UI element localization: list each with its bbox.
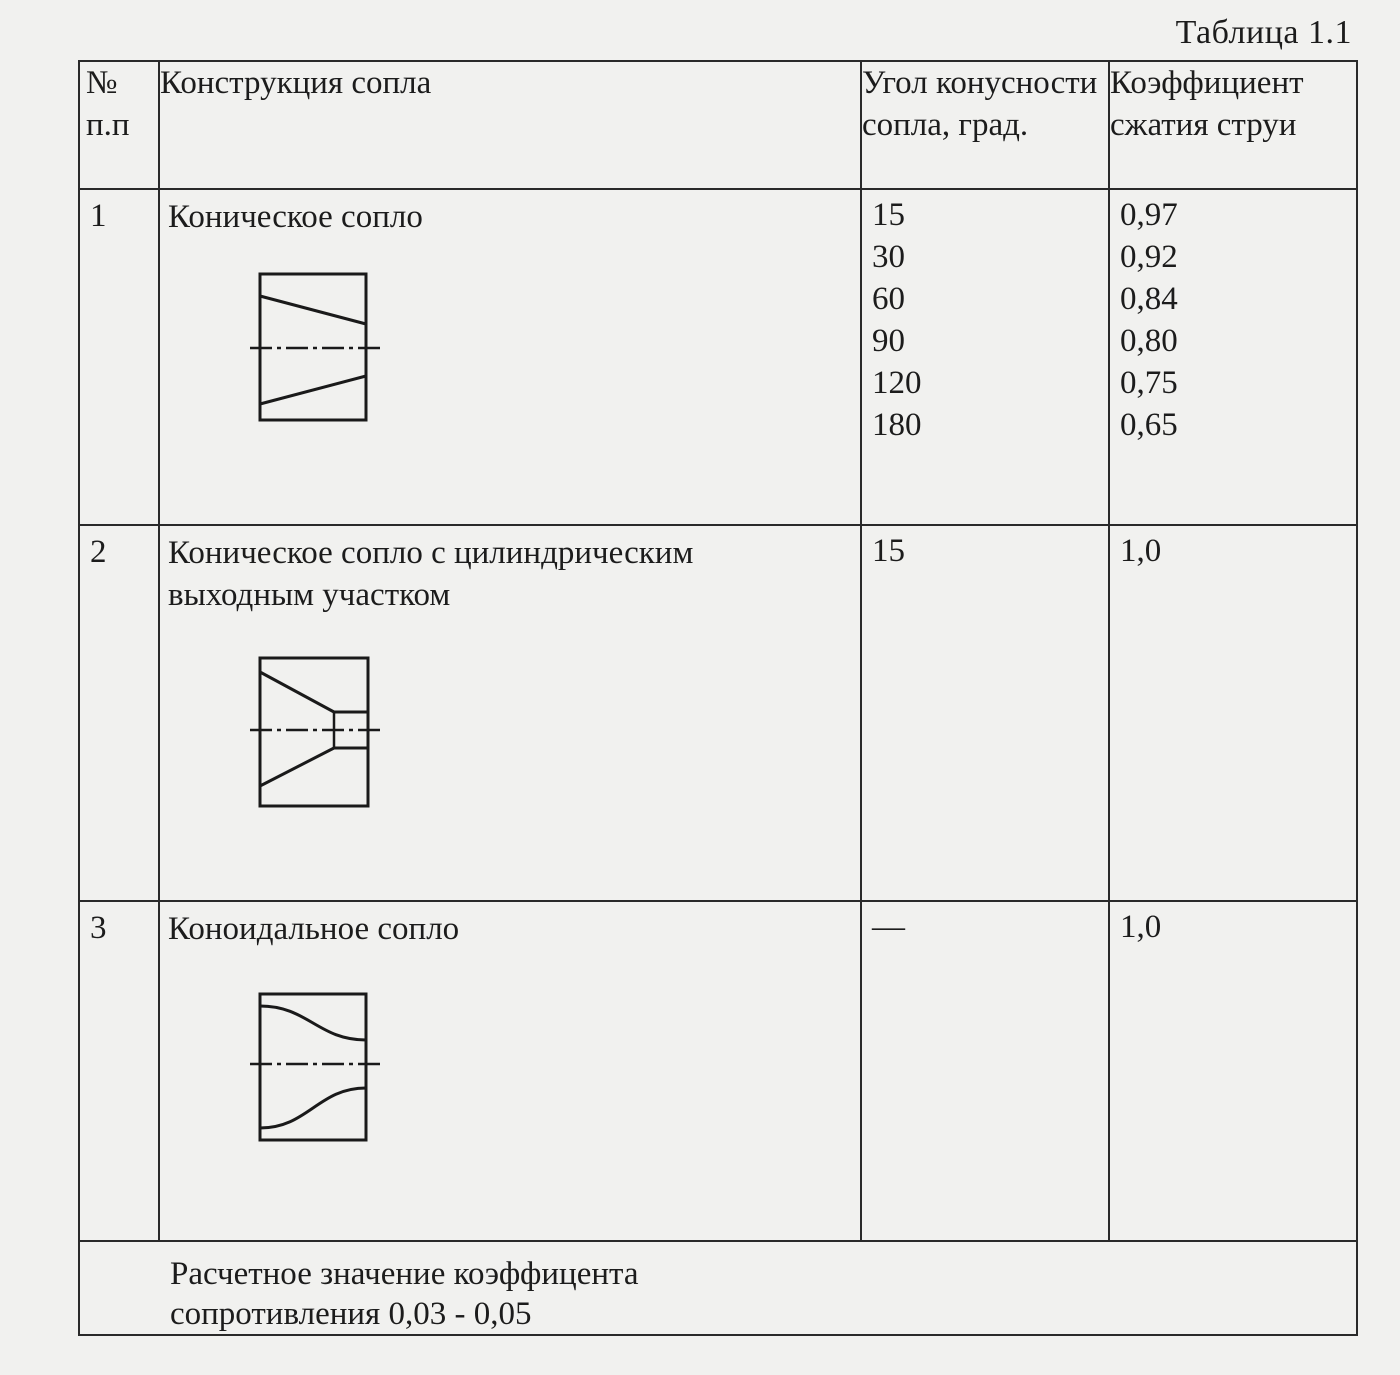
- angle-value: —: [872, 909, 905, 945]
- coef-value: 0,80: [1120, 323, 1178, 359]
- row-design-title: Коноидальное сопло: [168, 911, 460, 947]
- header-angle: Угол конусности сопла, град.: [861, 61, 1109, 189]
- coef-value: 0,92: [1120, 239, 1178, 275]
- footer-note: [80, 1242, 1356, 1334]
- row-number: 2: [90, 534, 107, 570]
- angle-value: 15: [872, 533, 905, 569]
- coef-value: 1,0: [1120, 909, 1162, 945]
- header-coef: Коэффициент сжатия струи: [1109, 61, 1357, 189]
- row-design-title: Коническое сопло с цилиндрическим выходным участком: [168, 535, 694, 613]
- angle-value: 30: [872, 239, 905, 275]
- table-header-row: [79, 61, 1357, 189]
- angle-values: [862, 902, 1108, 948]
- table-row: [79, 901, 1357, 1241]
- coef-value: 0,84: [1120, 281, 1178, 317]
- angle-value: 15: [872, 197, 905, 233]
- coef-values: [1110, 902, 1356, 948]
- table-caption: Таблица 1.1: [1175, 14, 1352, 51]
- coef-values: [1110, 190, 1356, 446]
- coef-value: 0,75: [1120, 365, 1178, 401]
- nozzle-table: [78, 60, 1358, 1336]
- footer-line-2: сопротивления 0,03 - 0,05: [170, 1296, 532, 1332]
- conical-nozzle-diagram: [248, 266, 388, 426]
- coef-value: 1,0: [1120, 533, 1162, 569]
- angle-value: 60: [872, 281, 905, 317]
- header-design: Конструкция сопла: [159, 61, 861, 189]
- coef-values: [1110, 526, 1356, 572]
- angle-values: [862, 190, 1108, 446]
- row-number: 1: [90, 198, 107, 234]
- table-row: [79, 525, 1357, 901]
- conical-cylindrical-nozzle-diagram: [248, 652, 388, 812]
- header-num: № п.п: [79, 61, 159, 189]
- row-number: 3: [90, 910, 107, 946]
- coef-value: 0,97: [1120, 197, 1178, 233]
- row-design-title: Коническое сопло: [168, 199, 423, 235]
- coef-value: 0,65: [1120, 407, 1178, 443]
- footer-line-1: Расчетное значение коэффицента: [170, 1256, 639, 1292]
- conoidal-nozzle-diagram: [248, 988, 388, 1148]
- table-footer-row: [79, 1241, 1357, 1335]
- angle-value: 180: [872, 407, 922, 443]
- angle-value: 90: [872, 323, 905, 359]
- table-row: [79, 189, 1357, 525]
- angle-values: [862, 526, 1108, 572]
- angle-value: 120: [872, 365, 922, 401]
